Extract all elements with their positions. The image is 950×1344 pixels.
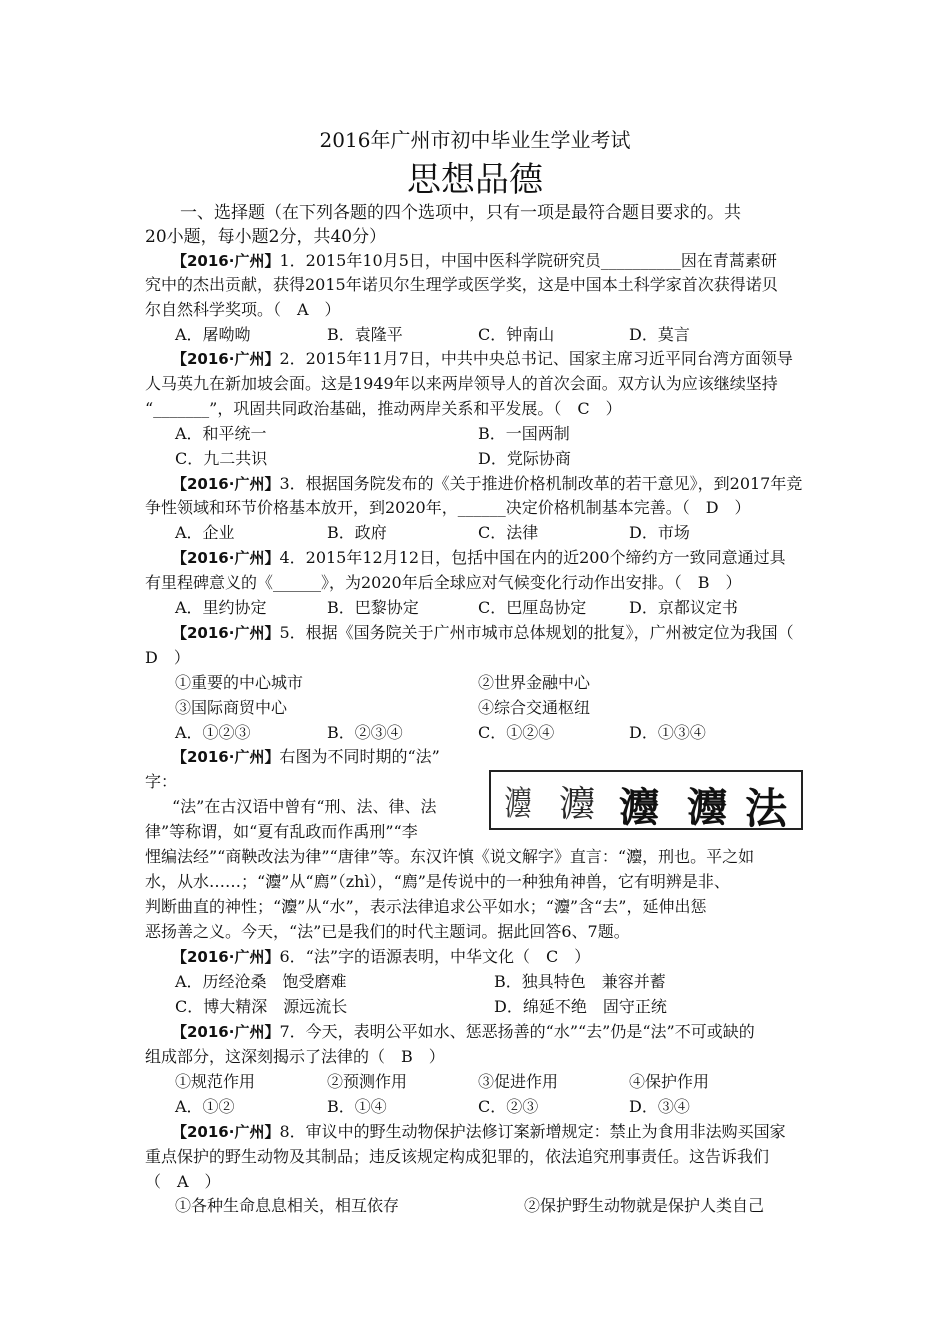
question-1-line: 尔自然科学奖项。（ A ） — [145, 300, 341, 319]
statement-4: ④保护作用 — [629, 1072, 710, 1091]
oracle-script-glyph: 灋 — [504, 784, 532, 824]
passage-line: 律”等称谓，如“夏有乱政而作禹刑”“李 — [145, 822, 418, 841]
option-a: A．历经沧桑 饱受磨难 — [175, 972, 347, 991]
statement-3: ③促进作用 — [478, 1072, 559, 1091]
option-d: D．市场 — [629, 523, 690, 542]
section-heading-cont: 20小题，每小题2分，共40分） — [145, 227, 387, 247]
option-d: D．③④ — [629, 1097, 690, 1116]
option-d: D．京都议定书 — [629, 598, 738, 617]
fa-character-evolution-image — [489, 770, 803, 833]
option-a: A．①② — [175, 1097, 235, 1116]
option-a: A．里约协定 — [175, 598, 267, 617]
question-2: 【2016·广州】2．2015年11月7日，中共中央总书记、国家主席习近平同台湾方面领导 — [172, 349, 793, 368]
clerical-script-glyph: 灋 — [619, 784, 659, 831]
question-8: 【2016·广州】8．审议中的野生动物保护法修订案新增规定：禁止为食用非法购买国家 — [172, 1122, 786, 1141]
option-c: C．②③ — [478, 1097, 539, 1116]
option-a: A．和平统一 — [175, 424, 267, 443]
statement-1: ①规范作用 — [175, 1072, 256, 1091]
question-6: 【2016·广州】6．“法”字的语源表明，中华文化（ C ） — [172, 947, 591, 966]
option-c: C．九二共识 — [175, 449, 268, 468]
option-b: B．独具特色 兼容并蓄 — [494, 972, 666, 991]
question-8-line: 重点保护的野生动物及其制品；违反该规定构成犯罪的，依法追究刑事责任。这告诉我们 — [145, 1147, 770, 1166]
statement-2: ②世界金融中心 — [478, 673, 591, 692]
passage-line: 字： — [145, 772, 178, 791]
statement-2: ②预测作用 — [327, 1072, 408, 1091]
question-7: 【2016·广州】7．今天，表明公平如水、惩恶扬善的“水”“去”仍是“法”不可或缺的 — [172, 1022, 755, 1041]
passage-intro: 【2016·广州】右图为不同时期的“法” — [172, 747, 440, 766]
option-c: C．博大精深 源远流长 — [175, 997, 348, 1016]
option-b: B．巴黎协定 — [327, 598, 419, 617]
statement-3: ③国际商贸中心 — [175, 698, 288, 717]
statement-4: ④综合交通枢纽 — [478, 698, 591, 717]
seal-script-glyph: 灋 — [559, 784, 596, 825]
option-a: A．企业 — [175, 523, 235, 542]
statement-1: ①各种生命息息相关，相互依存 — [175, 1196, 400, 1215]
statement-1: ①重要的中心城市 — [175, 673, 304, 692]
option-c: C．巴厘岛协定 — [478, 598, 587, 617]
exam-title: 2016年广州市初中毕业生学业考试 — [319, 128, 631, 152]
option-c: C．法律 — [478, 523, 539, 542]
option-d: D．莫言 — [629, 325, 690, 344]
passage-line: “法”在古汉语中曾有“刑、法、律、法 — [172, 797, 437, 816]
subject-title: 思想品德 — [407, 160, 543, 200]
passage-line: 水，从水……；“灋”从“廌”（zhì），“廌”是传说中的一种独角神兽，它有明辨是非、 — [145, 872, 730, 891]
question-4-line: 有里程碑意义的《______》，为2020年后全球应对气候变化行动作出安排。（ B ） — [145, 573, 742, 592]
question-1-line: 究中的杰出贡献，获得2015年诺贝尔生理学或医学奖，这是中国本土科学家首次获得诺贝 — [145, 275, 778, 294]
question-4: 【2016·广州】4．2015年12月12日，包括中国在内的近200个缔约方一致同意通过具 — [172, 548, 786, 567]
statement-2: ②保护野生动物就是保护人类自己 — [524, 1196, 765, 1215]
question-8-line: （ A ） — [145, 1172, 221, 1191]
question-1: 【2016·广州】1．2015年10月5日，中国中医科学院研究员__________因在青蒿素研 — [172, 251, 777, 270]
option-b: B．①④ — [327, 1097, 387, 1116]
option-d: D．①③④ — [629, 723, 706, 742]
option-b: B．②③④ — [327, 723, 403, 742]
question-2-line: 人马英九在新加坡会面。这是1949年以来两岸领导人的首次会面。双方认为应该继续坚持 — [145, 374, 778, 393]
question-3-line: 争性领域和环节价格基本放开，到2020年，______决定价格机制基本完善。（ D ） — [145, 498, 751, 517]
passage-line: 恶扬善之义。今天，“法”已是我们的时代主题词。据此回答6、7题。 — [145, 922, 630, 941]
modern-script-glyph: 法 — [745, 784, 788, 833]
question-2-line: “_______”，巩固共同政治基础，推动两岸关系和平发展。（ C ） — [145, 399, 622, 418]
section-heading: 一、选择题（在下列各题的四个选项中，只有一项是最符合题目要求的。共 — [180, 203, 741, 223]
question-5-line: D ） — [145, 648, 190, 667]
option-d: D．党际协商 — [478, 449, 571, 468]
question-5: 【2016·广州】5．根据《国务院关于广州市城市总体规划的批复》，广州被定位为我国（ — [172, 623, 794, 642]
question-3: 【2016·广州】3．根据国务院发布的《关于推进价格机制改革的若干意见》，到2017年竞 — [172, 474, 803, 493]
question-7-line: 组成部分，这深刻揭示了法律的（ B ） — [145, 1047, 445, 1066]
option-c: C．钟南山 — [478, 325, 555, 344]
option-a: A．①②③ — [175, 723, 251, 742]
option-d: D．绵延不绝 固守正统 — [494, 997, 667, 1016]
option-c: C．①②④ — [478, 723, 555, 742]
passage-line: 判断曲直的神性；“灋”从“水”，表示法律追求公平如水；“灋”含“去”，延伸出惩 — [145, 897, 707, 916]
option-a: A．屠呦呦 — [175, 325, 251, 344]
regular-script-glyph: 灋 — [687, 784, 727, 831]
passage-line: 悝编法经”“商鞅改法为律”“唐律”等。东汉许慎《说文解字》直言：“灋，刑也。平之如 — [145, 847, 755, 866]
option-b: B．一国两制 — [478, 424, 570, 443]
option-b: B．政府 — [327, 523, 387, 542]
option-b: B．袁隆平 — [327, 325, 403, 344]
